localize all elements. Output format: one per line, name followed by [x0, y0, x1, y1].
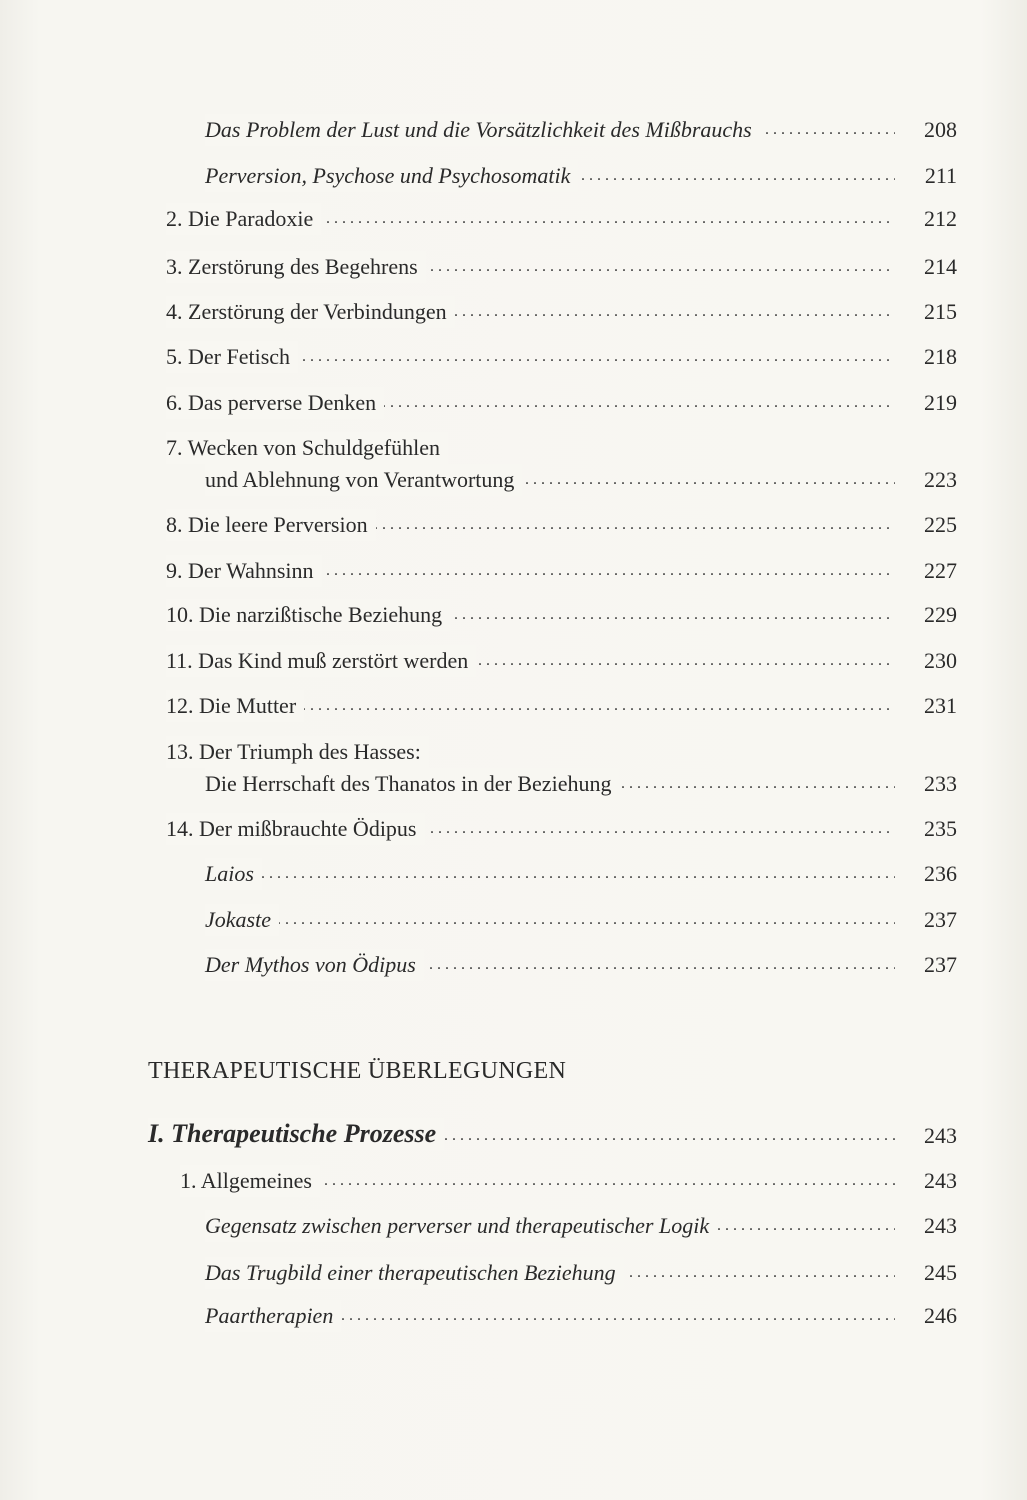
- toc-entry-title: 10. Die narzißtische Beziehung: [166, 599, 450, 631]
- toc-entry-chapter: [0, 1120, 1027, 1152]
- toc-entry-page: 231: [897, 690, 957, 722]
- toc-entry: [0, 251, 1027, 283]
- toc-entry: [0, 387, 1027, 419]
- toc-entry: [0, 114, 1027, 146]
- toc-entry-title: Paartherapien: [205, 1300, 341, 1332]
- toc-entry-title: 14. Der mißbrauchte Ödipus: [166, 813, 425, 845]
- toc-entry-title: Gegensatz zwischen perverser und therapeutischer Logik: [205, 1210, 717, 1242]
- toc-entry: [0, 813, 1027, 845]
- toc-entry-page: 229: [897, 599, 957, 631]
- dot-leader: [205, 858, 895, 890]
- toc-entry-title: Laios: [205, 858, 262, 890]
- toc-entry-page: 237: [897, 904, 957, 936]
- toc-entry-title: 11. Das Kind muß zerstört werden: [166, 645, 476, 677]
- toc-entry: [0, 555, 1027, 587]
- dot-leader: [205, 904, 895, 936]
- toc-entry-page: 236: [897, 858, 957, 890]
- toc-entry-page: 237: [897, 949, 957, 981]
- toc-entry-title: 12. Die Mutter: [166, 690, 304, 722]
- toc-entry-page: 235: [897, 813, 957, 845]
- toc-entry-title: 5. Der Fetisch: [166, 341, 298, 373]
- toc-entry-title: 9. Der Wahnsinn: [166, 555, 322, 587]
- toc-entry: [0, 858, 1027, 890]
- toc-entry-page: 208: [897, 114, 957, 146]
- toc-entry: [0, 464, 1027, 496]
- toc-entry-title: 7. Wecken von Schuldgefühlen: [166, 432, 448, 464]
- toc-entry: [0, 768, 1027, 800]
- toc-entry-title: 6. Das perverse Denken: [166, 387, 384, 419]
- toc-entry-title: 1. Allgemeines: [180, 1165, 320, 1197]
- toc-entry-title: 3. Zerstörung des Begehrens: [166, 251, 426, 283]
- toc-entry-page: 225: [897, 509, 957, 541]
- toc-entry: [0, 599, 1027, 631]
- toc-entry-page: 215: [897, 296, 957, 328]
- toc-entry: [0, 1257, 1027, 1289]
- toc-entry-title: Das Trugbild einer therapeutischen Beziehung: [205, 1257, 624, 1289]
- toc-entry: [0, 341, 1027, 373]
- toc-entry-title: 8. Die leere Perversion: [166, 509, 376, 541]
- toc-entry: [0, 690, 1027, 722]
- toc-entry: [0, 645, 1027, 677]
- toc-entry-title: Die Herrschaft des Thanatos in der Beziehung: [205, 768, 619, 800]
- toc-entry-title: Perversion, Psychose und Psychosomatik: [205, 160, 578, 192]
- toc-entry-page: 214: [897, 251, 957, 283]
- toc-entry-page: 243: [897, 1120, 957, 1152]
- toc-entry-page: 243: [897, 1210, 957, 1242]
- toc-entry: [0, 203, 1027, 235]
- toc-entry: [0, 1300, 1027, 1332]
- toc-entry-title: 2. Die Paradoxie: [166, 203, 321, 235]
- toc-entry-title: 13. Der Triumph des Hasses:: [166, 736, 429, 768]
- toc-entry-page: 211: [897, 160, 957, 192]
- toc-entry-title: Der Mythos von Ödipus: [205, 949, 424, 981]
- toc-entry-title: Jokaste: [205, 904, 279, 936]
- toc-entry: [0, 509, 1027, 541]
- toc-entry-page: 223: [897, 464, 957, 496]
- toc-entry-page: 227: [897, 555, 957, 587]
- toc-entry-page: 212: [897, 203, 957, 235]
- toc-entry-title: Das Problem der Lust und die Vorsätzlichkeit des Mißbrauchs: [205, 114, 760, 146]
- toc-entry-page: 246: [897, 1300, 957, 1332]
- toc-entry-title: und Ablehnung von Verantwortung: [205, 464, 522, 496]
- toc-entry-page: 233: [897, 768, 957, 800]
- toc-entry: [0, 1210, 1027, 1242]
- toc-entry-page: 219: [897, 387, 957, 419]
- toc-entry: [0, 904, 1027, 936]
- toc-entry-title: I. Therapeutische Prozesse: [148, 1118, 444, 1150]
- toc-entry: [0, 160, 1027, 192]
- toc-entry-page: 243: [897, 1165, 957, 1197]
- toc-entry-page: 218: [897, 341, 957, 373]
- toc-entry-page: 245: [897, 1257, 957, 1289]
- toc-entry-first-line: [0, 432, 1027, 464]
- toc-entry: [0, 949, 1027, 981]
- section-heading: THERAPEUTISCHE ÜBERLEGUNGEN: [148, 1058, 567, 1084]
- toc-entry-title: 4. Zerstörung der Verbindungen: [166, 296, 455, 328]
- toc-entry: [0, 296, 1027, 328]
- toc-entry-page: 230: [897, 645, 957, 677]
- toc-entry: [0, 1165, 1027, 1197]
- toc-entry-first-line: [0, 736, 1027, 768]
